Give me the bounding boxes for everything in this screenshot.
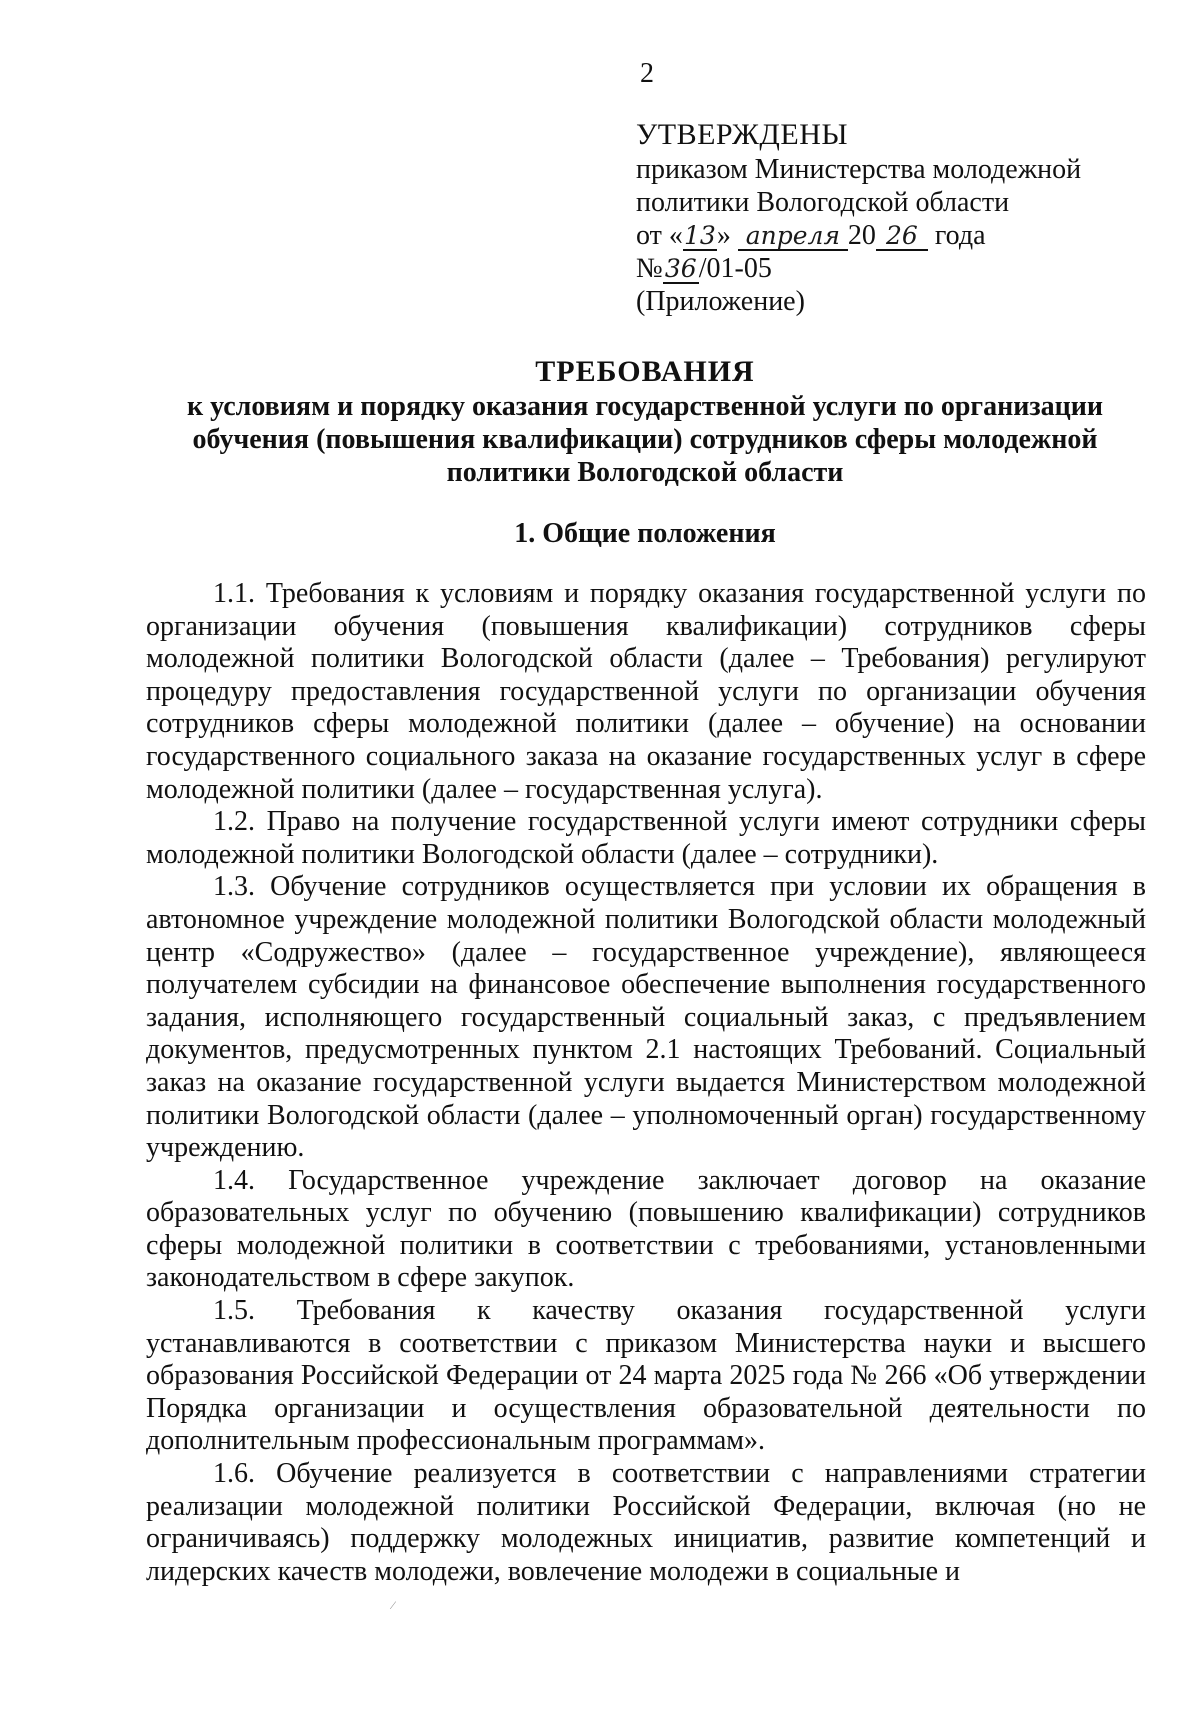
document-body — [146, 578, 1146, 1588]
document-title-block — [145, 355, 1145, 489]
handwritten-month: апреля — [738, 223, 848, 251]
approval-stamp — [636, 118, 1081, 318]
paragraph-1-1: 1.1. Требования к условиям и порядку оказания государственной услуги по организации обучения (повышения квалификации) сотрудников сферы молодежной политики Вологодской области (далее – Требования) регулируют процедуру предоставления государственной услуги по организации обучения сотрудников сферы молодежной политики (далее – обучение) на основании государственного социального заказа на оказание государственных услуг в сфере молодежной политики (далее – государственная услуга). — [146, 578, 1146, 805]
year-prefix: 20 — [847, 220, 876, 251]
date-mid: » — [716, 220, 731, 251]
approval-heading: УТВЕРЖДЕНЫ — [636, 118, 849, 151]
date-prefix: от « — [636, 220, 683, 251]
handwritten-year: 26 — [876, 223, 928, 251]
handwritten-number: 36 — [663, 256, 699, 284]
scan-mark: ⁄ — [392, 1598, 395, 1612]
paragraph-1-4: 1.4. Государственное учреждение заключает договор на оказание образовательных услуг по обучению (повышению квалификации) сотрудников сферы молодежной политики в соответствии с требованиями, установленными законодательством в сфере закупок. — [146, 1164, 1146, 1294]
handwritten-day: 13 — [683, 221, 716, 250]
approval-number — [636, 252, 1081, 285]
paragraph-1-3: 1.3. Обучение сотрудников осуществляется при условии их обращения в автономное учреждение молодежной политики Вологодской области молодежный центр «Содружество» (далее – государственное учреждение), являющееся получателем субсидии на финансовое обеспечение выполнения государственного задания, исполняющего государственный социальный заказ, с предъявлением документов, предусмотренных пунктом 2.1 настоящих Требований. Социальный заказ на оказание государственной услуги выдается Министерством молодежной политики Вологодской области (далее – уполномоченный орган) государственному учреждению. — [146, 871, 1146, 1164]
page-number: 2 — [640, 58, 654, 89]
approval-line-1: приказом Министерства молодежной — [636, 154, 1082, 185]
document-subtitle: к условиям и порядку оказания государственной услуги по организации обучения (повышения квалификации) сотрудников сферы молодежной политики Вологодской области — [186, 391, 1104, 488]
paragraph-1-6: 1.6. Обучение реализуется в соответствии с направлениями стратегии реализации молодежной политики Российской Федерации, включая (но не ограничиваясь) поддержку молодежных инициатив, развитие компетенций и лидерских качеств молодежи, вовлечение молодежи в социальные и — [146, 1458, 1146, 1587]
approval-line-2: политики Вологодской области — [636, 187, 1010, 218]
number-prefix: № — [636, 253, 663, 284]
section-heading: 1. Общие положения — [514, 518, 776, 549]
paragraph-1-2: 1.2. Право на получение государственной услуги имеют сотрудники сферы молодежной политики Вологодской области (далее – сотрудники). — [146, 806, 1146, 870]
document-title: ТРЕБОВАНИЯ — [535, 355, 755, 388]
number-suffix: /01-05 — [698, 253, 772, 284]
year-word: года — [934, 220, 986, 251]
approval-date — [636, 219, 1081, 252]
paragraph-1-5: 1.5. Требования к качеству оказания государственной услуги устанавливаются в соответствии с приказом Министерства науки и высшего образования Российской Федерации от 24 марта 2025 года № 266 «Об утверждении Порядка организации и осуществления образовательной деятельности по дополнительным профессиональным программам». — [146, 1295, 1146, 1457]
approval-appendix: (Приложение) — [636, 286, 805, 317]
